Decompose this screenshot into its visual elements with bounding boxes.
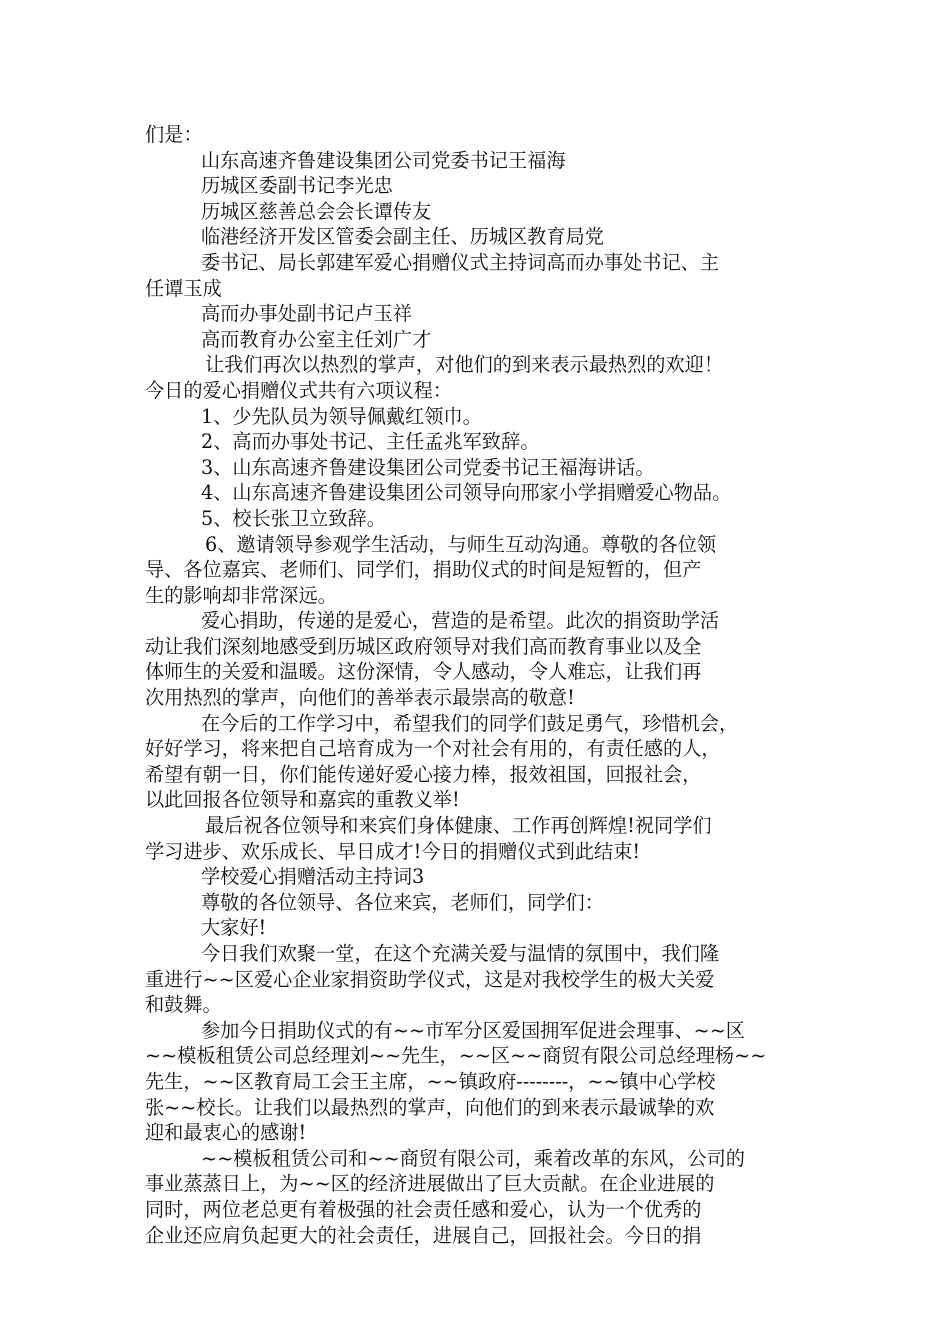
text-line: 企业还应肩负起更大的社会责任，进展自己，回报社会。今日的捐	[145, 1223, 702, 1247]
text-line: 同时，两位老总更有着极强的社会责任感和爱心，认为一个优秀的	[145, 1197, 702, 1221]
text-line: 山东高速齐鲁建设集团公司党委书记王福海	[201, 148, 566, 172]
text-line: 1、少先队员为领导佩戴红领巾。	[201, 404, 482, 428]
text-line: 尊敬的各位领导、各位来宾，老师们，同学们：	[201, 890, 604, 914]
text-line: 临港经济开发区管委会副主任、历城区教育局党	[201, 225, 604, 249]
text-line: 学习进步、欢乐成长、早日成才!今日的捐赠仪式到此结束!	[145, 839, 641, 863]
text-line: 6、邀请领导参观学生活动，与师生互动沟通。尊敬的各位领	[205, 532, 717, 556]
text-line: 高而教育办公室主任刘广才	[201, 327, 432, 351]
text-line: 好好学习，将来把自己培育成为一个对社会有用的，有责任感的人，	[145, 737, 721, 761]
text-line: 参加今日捐助仪式的有~~市军分区爱国拥军促进会理事、~~区	[201, 1018, 745, 1042]
text-line: 5、校长张卫立致辞。	[201, 506, 386, 530]
text-line: 学校爱心捐赠活动主持词3	[201, 865, 425, 889]
text-line: 任谭玉成	[145, 276, 222, 300]
text-line: 生的影响却非常深远。	[145, 583, 337, 607]
text-line: 体师生的关爱和温暖。这份深情，令人感动，令人难忘，让我们再	[145, 660, 702, 684]
text-line: 希望有朝一日，你们能传递好爱心接力棒，报效祖国，回报社会，	[145, 762, 702, 786]
text-line: 以此回报各位领导和嘉宾的重教义举!	[145, 788, 460, 812]
text-line: 今日我们欢聚一堂，在这个充满关爱与温情的氛围中，我们隆	[201, 942, 720, 965]
text-line: 让我们再次以热烈的掌声，对他们的到来表示最热烈的欢迎！	[205, 353, 724, 377]
text-line: 重进行~~区爱心企业家捐资助学仪式，这是对我校学生的极大关爱	[145, 967, 715, 991]
text-line: 4、山东高速齐鲁建设集团公司领导向邢家小学捐赠爱心物品。	[201, 481, 732, 505]
text-line: 今日的爱心捐赠仪式共有六项议程：	[145, 378, 452, 402]
text-line: ~~模板租赁公司总经理刘~~先生，~~区~~商贸有限公司总经理杨~~	[145, 1044, 767, 1068]
text-line: 爱心捐助，传递的是爱心，营造的是希望。此次的捐资助学活	[201, 609, 720, 633]
text-line: 高而办事处副书记卢玉祥	[201, 302, 413, 326]
text-line: 最后祝各位领导和来宾们身体健康、工作再创辉煌!祝同学们	[205, 814, 712, 838]
text-line: 先生，~~区教育局工会王主席，~~镇政府--------，~~镇中心学校	[145, 1069, 716, 1093]
text-line: 动让我们深刻地感受到历城区政府领导对我们高而教育事业以及全	[145, 634, 702, 658]
text-line: 和鼓舞。	[145, 993, 222, 1017]
text-line: 2、高而办事处书记、主任孟兆军致辞。	[201, 430, 540, 454]
text-line: 导、各位嘉宾、老师们、同学们，捐助仪式的时间是短暂的，但产	[145, 558, 702, 582]
text-line: 们是：	[145, 123, 203, 146]
text-line: 历城区慈善总会会长谭传友	[201, 199, 432, 223]
text-line: 张~~校长。让我们以最热烈的掌声，向他们的到来表示最诚挚的欢	[145, 1095, 715, 1119]
text-line: ~~模板租赁公司和~~商贸有限公司，乘着改革的东风，公司的	[201, 1146, 745, 1170]
text-line: 历城区委副书记李光忠	[201, 174, 393, 198]
text-line: 迎和最衷心的感谢!	[145, 1121, 307, 1145]
document-body	[145, 122, 810, 1248]
text-line: 事业蒸蒸日上，为~~区的经济进展做出了巨大贡献。在企业进展的	[145, 1172, 715, 1196]
text-line: 大家好!	[201, 916, 267, 940]
text-line: 委书记、局长郭建军爱心捐赠仪式主持词高而办事处书记、主	[201, 250, 720, 274]
text-line: 次用热烈的掌声，向他们的善举表示最崇高的敬意!	[145, 686, 575, 710]
text-line: 3、山东高速齐鲁建设集团公司党委书记王福海讲话。	[201, 455, 655, 479]
text-line: 在今后的工作学习中，希望我们的同学们鼓足勇气，珍惜机会，	[201, 711, 739, 735]
